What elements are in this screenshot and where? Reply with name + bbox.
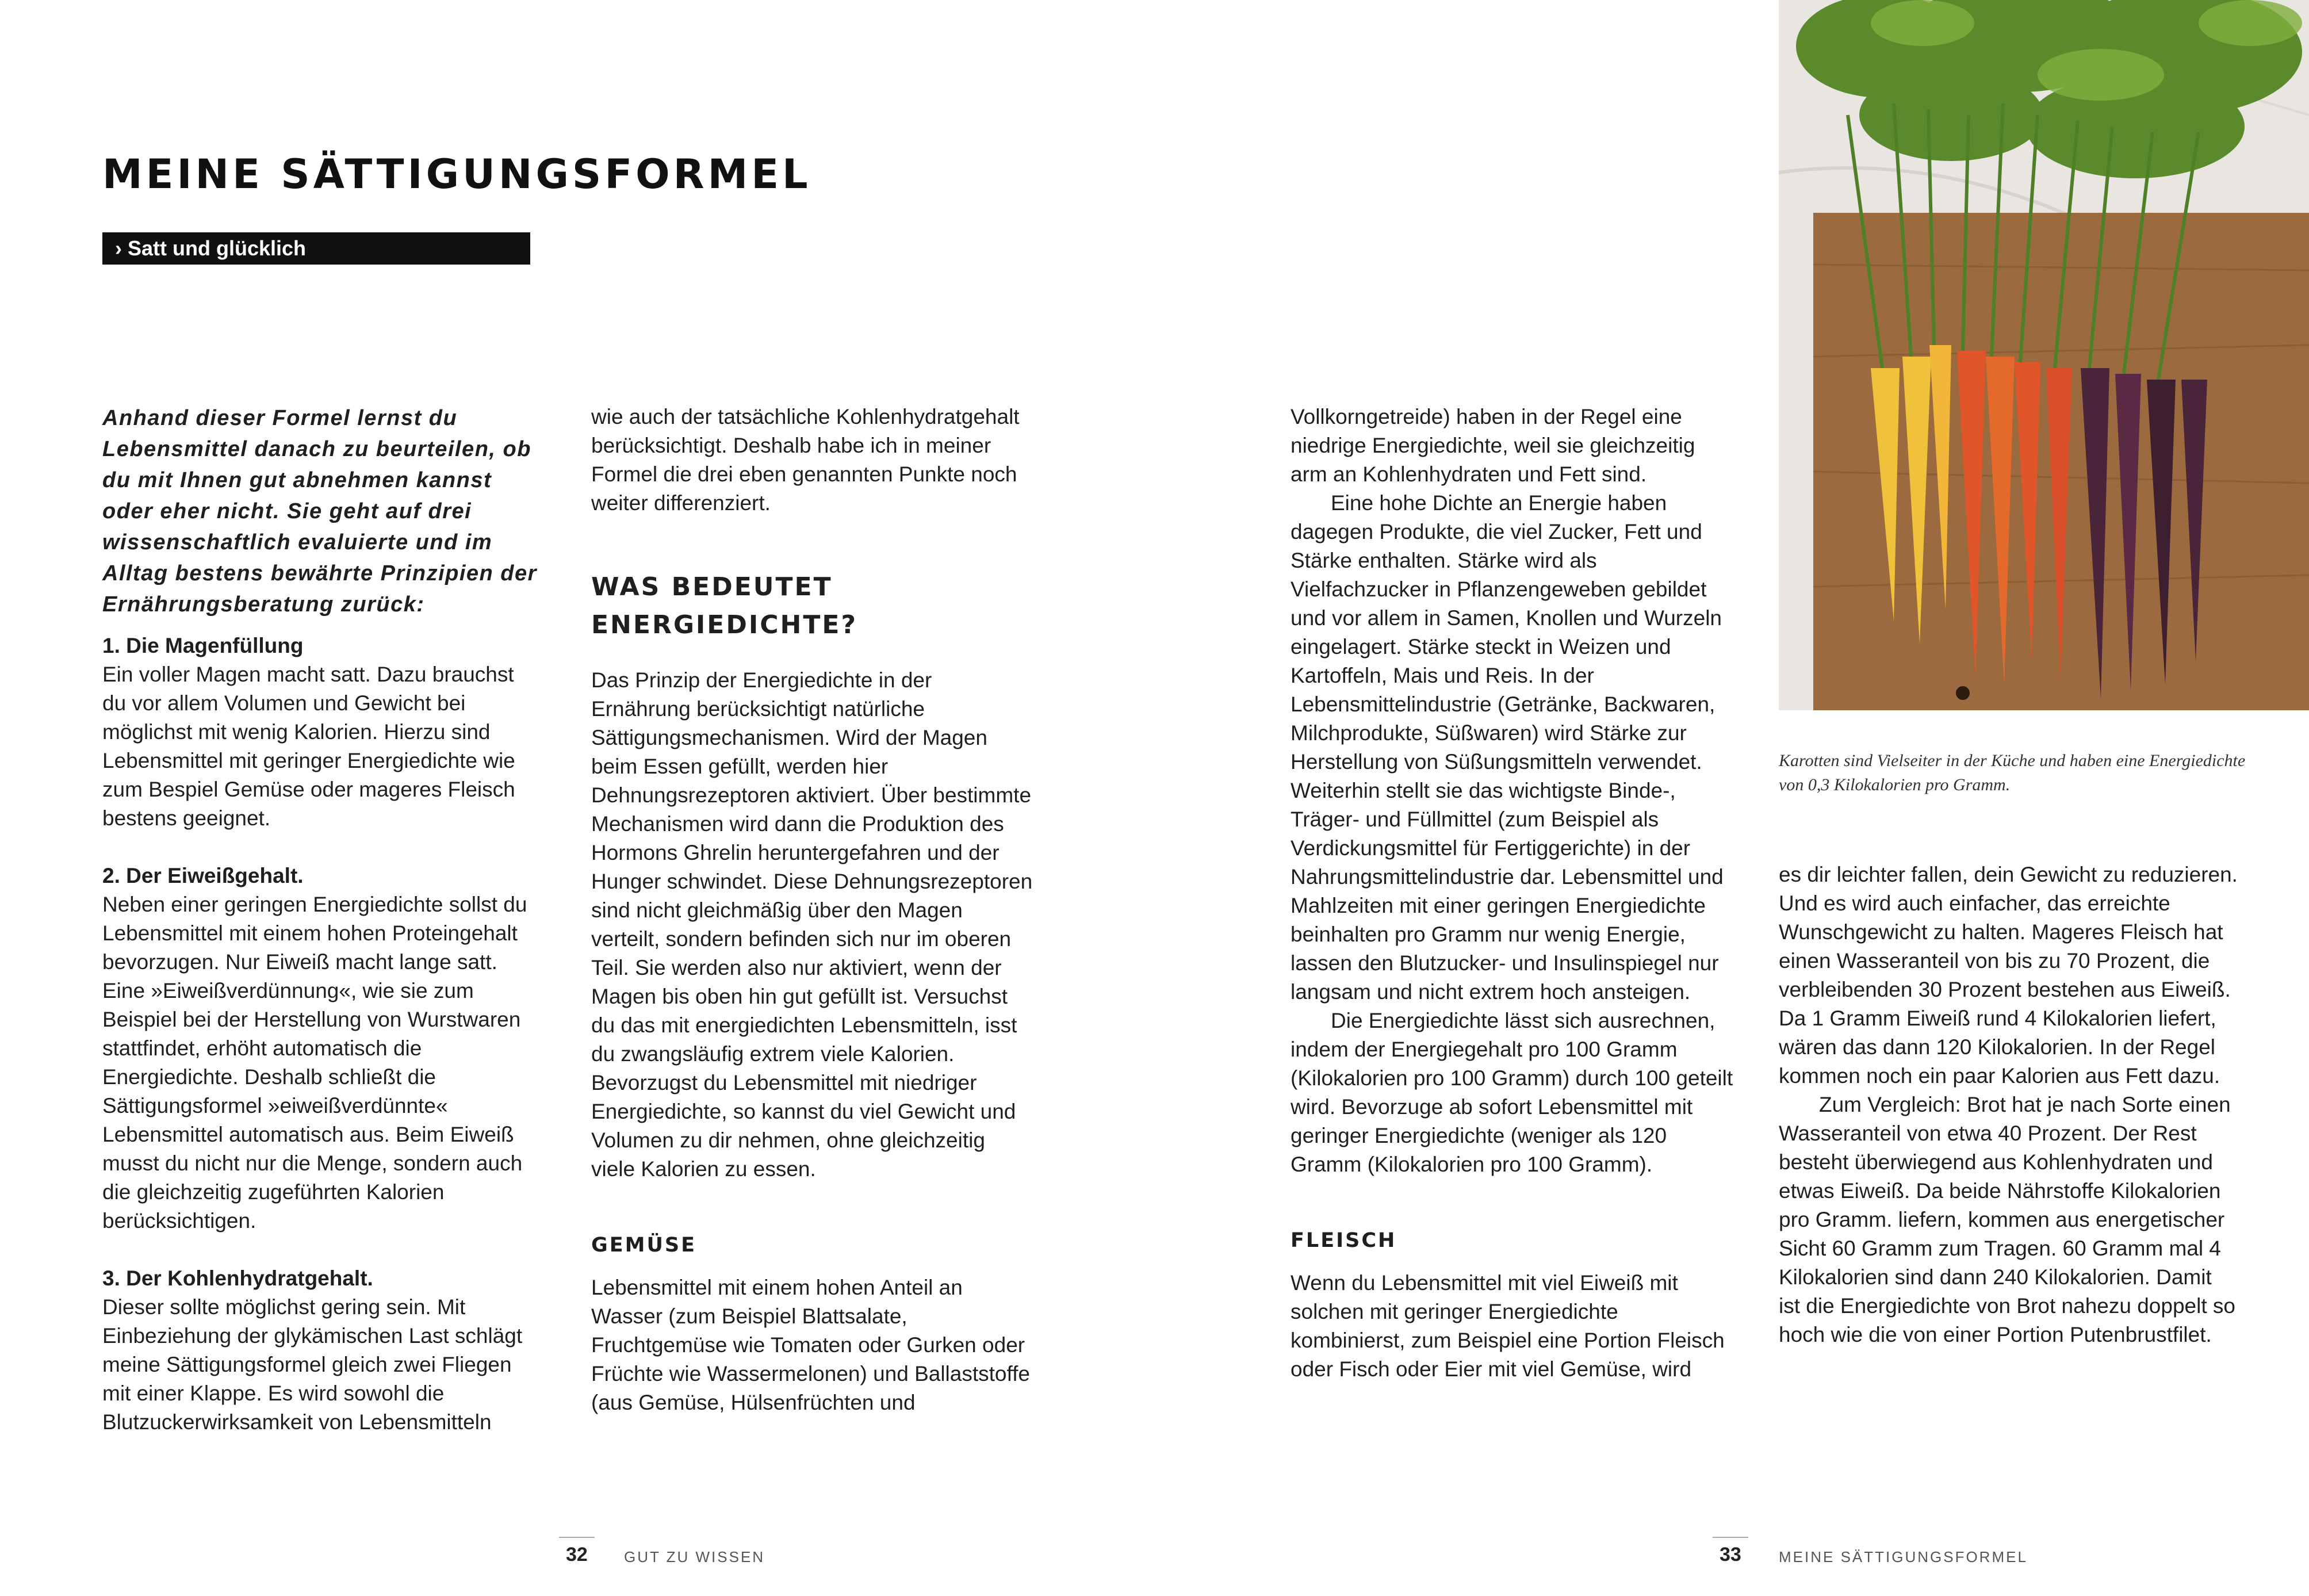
point-2-title: 2. Der Eiweißgehalt. [102, 864, 304, 887]
col3-paragraph-2: Eine hohe Dichte an Energie haben dagegen Produkte, die viel Zucker, Fett und Stärke enthalten. Stärke wird als Vielfachzucker in Pflanzengeweben gebildet und vor allem in Samen, Knollen und Wurzeln eingelagert. Stärke steckt in Weizen und Kartoffeln, Mais und Reis. In der Lebensmittelindustrie (Getränke, Backwaren, Milchprodukte, Süßwaren) wird Stärke zur Herstellung von Süßungsmitteln verwendet. Weiterhin stellt sie das wichtigste Binde-, Träger- und Füllmittel (zum Beispiel als Verdickungsmittel für Fertiggerichte) in der Nahrungsmittelindustrie dar. Lebensmittel und Mahlzeiten mit einer geringen Energiedichte beinhalten pro Gramm nur wenig Energie, lassen den Blutzucker- und Insulinspiegel nur langsam und nicht extrem hoch ansteigen. [1291, 491, 1724, 1004]
column-3 [1291, 403, 1733, 1384]
page-number-left: 32 [566, 1544, 588, 1566]
col3-paragraph-3: Die Energiedichte lässt sich ausrechnen, indem der Energiegehalt pro 100 Gramm (Kilokalorien pro 100 Gramm) durch 100 geteilt wird. Bevorzuge ab sofort Lebensmittel mit geringer Energiedichte (weniger als 120 Gramm (Kilokalorien pro 100 Gramm). [1291, 1009, 1733, 1176]
column-1 [102, 403, 539, 1437]
point-1-text: Ein voller Magen macht satt. Dazu brauchst du vor allem Volumen und Gewicht bei möglichst mit wenig Kalorien. Hierzu sind Lebensmittel mit geringer Energiedichte wie zum Bespiel Gemüse oder mageres Fleisch bestens geeignet. [102, 663, 515, 830]
fleisch-heading: FLEISCH [1291, 1229, 1397, 1252]
point-1-title: 1. Die Magenfüllung [102, 634, 304, 657]
fleisch-text: Wenn du Lebensmittel mit viel Eiweiß mit solchen mit geringer Energiedichte kombinierst, zum Beispiel eine Portion Fleisch oder Fisch oder Eier mit viel Gemüse, wird [1291, 1271, 1725, 1381]
continuation-paragraph: wie auch der tatsächliche Kohlenhydratgehalt berücksichtigt. Deshalb habe ich in meiner Formel die drei eben genannten Punkte noch weiter differenziert. [591, 405, 1020, 515]
energiedichte-text: Das Prinzip der Energiedichte in der Ernährung berücksichtigt natürliche Sättigungsmechanismen. Wird der Magen beim Essen gefüllt, werden hier Dehnungsrezeptoren aktiviert. Über bestimmte Mechanismen wird dann die Produktion des Hormons Ghrelin heruntergefahren und der Hunger schwindet. Diese Dehnungsrezeptoren sind nicht gleichmäßig über den Magen verteilt, sondern befinden sich nur im oberen Teil. Sie werden also nur aktiviert, wenn der Magen bis oben hin gut gefüllt ist. Versuchst du das mit energiedichten Lebensmitteln, isst du zwangsläufig extrem viele Kalorien. Bevorzugst du Lebensmittel mit niedriger Energiedichte, so kannst du viel Gewicht und Volumen zu dir nehmen, ohne gleichzeitig viele Kalorien zu essen. [591, 668, 1033, 1181]
column-2 [591, 403, 1034, 1417]
energiedichte-heading: WAS BEDEUTET ENERGIEDICHTE? [591, 572, 857, 640]
carrots-photo [1779, 0, 2309, 710]
col3-paragraph-1: Vollkorngetreide) haben in der Regel eine niedrige Energiedichte, weil sie gleichzeitig arm an Kohlenhydraten und Fett sind. [1291, 405, 1695, 486]
point-3-text: Dieser sollte möglichst gering sein. Mit Einbeziehung der glykämischen Last schlägt meine Sättigungsformel gleich zwei Fliegen mit einer Klappe. Es wird sowohl die Blutzuckerwirksamkeit von Lebensmitteln [102, 1295, 523, 1434]
gemuese-heading: GEMÜSE [591, 1234, 697, 1257]
column-4 [1779, 860, 2239, 1349]
running-head-left: GUT ZU WISSEN [624, 1548, 765, 1566]
col4-paragraph-1: es dir leichter fallen, dein Gewicht zu reduzieren. Und es wird auch einfacher, das erreichte Wunschgewicht zu halten. Mageres Fleisch hat einen Wasseranteil von bis zu 70 Prozent, die verbleibenden 30 Prozent bestehen aus Eiweiß. Da 1 Gramm Eiweiß rund 4 Kilokalorien liefert, wären das dann 120 Kilokalorien. In der Regel kommen noch ein paar Kalorien aus Fett dazu. [1779, 863, 2238, 1088]
intro-paragraph: Anhand dieser Formel lernst du Lebensmittel danach zu beurteilen, ob du mit Ihnen gut abnehmen kannst oder eher nicht. Sie geht auf drei wissenschaftlich evaluierte und im Alltag bestens bewährte Prinzipien der Ernährungsberatung zurück: [102, 406, 537, 617]
point-3-title: 3. Der Kohlenhydratgehalt. [102, 1266, 373, 1290]
running-head-right: MEINE SÄTTIGUNGSFORMEL [1779, 1548, 2028, 1566]
point-2-text: Neben einer geringen Energiedichte sollst du Lebensmittel mit einem hohen Proteingehalt bevorzugen. Nur Eiweiß macht lange satt. Eine »Eiweißverdünnung«, wie sie zum Beispiel bei der Herstellung von Wurstwaren stattfindet, erhöht automatisch die Energiedichte. Deshalb schließt die Sättigungsformel »eiweißverdünnte« Lebensmittel automatisch aus. Beim Eiweiß musst du nicht nur die Menge, sondern auch die gleichzeitig zugeführten Kalorien berücksichtigen. [102, 893, 527, 1233]
footer-rule-right [1713, 1537, 1748, 1538]
footer-rule-left [559, 1537, 595, 1538]
photo-caption: Karotten sind Vielseiter in der Küche und haben eine Energiedichte von 0,3 Kilokalorien pro Gramm. [1779, 751, 2246, 794]
gemuese-text: Lebensmittel mit einem hohen Anteil an Wasser (zum Beispiel Blattsalate, Fruchtgemüse wie Tomaten oder Gurken oder Früchte wie Wassermelonen) und Ballaststoffe (aus Gemüse, Hülsenfrüchten und [591, 1276, 1030, 1414]
page-number-right: 33 [1720, 1544, 1741, 1566]
section-tag: › Satt und glücklich [102, 232, 530, 265]
col4-paragraph-2: Zum Vergleich: Brot hat je nach Sorte einen Wasseranteil von etwa 40 Prozent. Der Rest besteht überwiegend aus Kohlenhydraten und etwas Eiweiß. Da beide Nährstoffe Kilokalorien pro Gramm. liefern, kommen aus energetischer Sicht 60 Gramm zum Tragen. 60 Gramm mal 4 Kilokalorien sind dann 240 Kilokalorien. Damit ist die Energiedichte von Brot nahezu doppelt so hoch wie die von einer Portion Putenbrustfilet. [1779, 1093, 2235, 1346]
page-title: MEINE SÄTTIGUNGSFORMEL [102, 151, 811, 198]
